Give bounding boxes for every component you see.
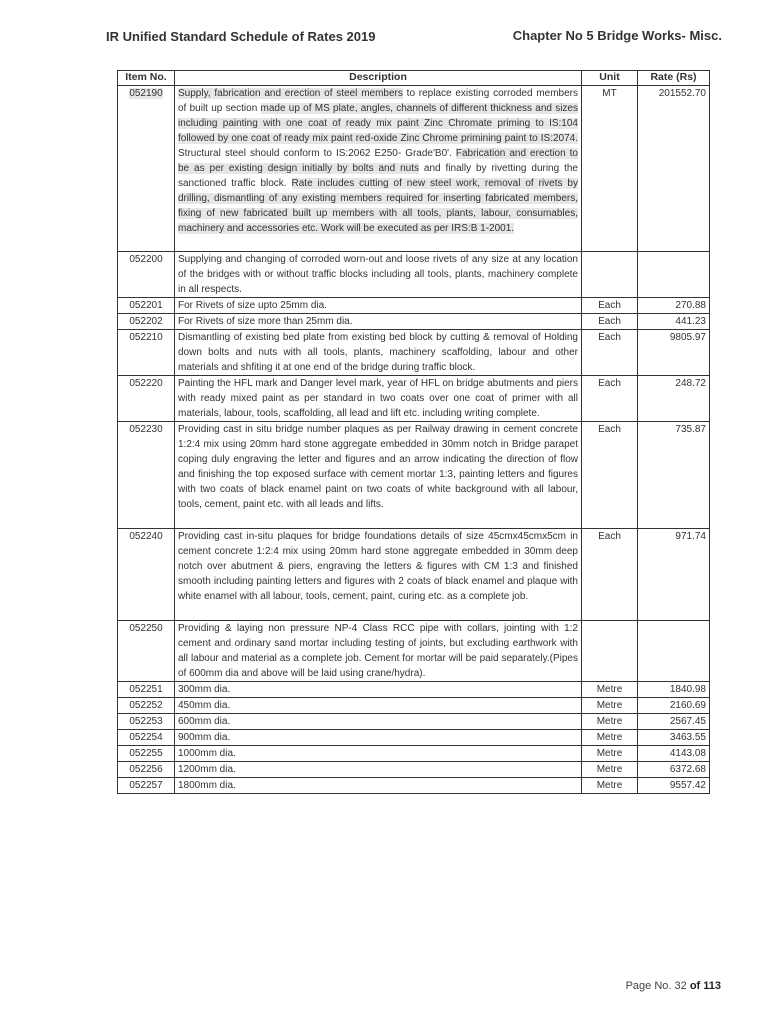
unit-cell: Each (582, 298, 638, 314)
description-cell: For Rivets of size upto 25mm dia. (175, 298, 582, 314)
table-row (118, 376, 710, 422)
unit-cell: Metre (582, 762, 638, 778)
chapter-title: Chapter No 5 Bridge Works- Misc. (512, 28, 722, 43)
item-no-cell: 052251 (118, 682, 175, 698)
item-no-cell: 052201 (118, 298, 175, 314)
rate-cell: 2160.69 (638, 698, 710, 714)
table-row (118, 730, 710, 746)
unit-cell: Each (582, 330, 638, 376)
desc-segment: Rate includes cutting of new steel work, removal of rivets by drilling, dismantling of any existing members required for inserting fabricated members, fixing of new fabricated built up members with all tools, plants, labour, consumables, machinery and accessories etc. Work will be executed as per IRS:B 1-2001. (178, 178, 578, 234)
table-row (118, 529, 710, 621)
desc-segment: made up of MS plate, angles, channels of different thickness and sizes including painting with one coat of ready mix paint Zinc Chromate priming to IS:104 followed by one coat of ready mix paint red-oxide Zinc Chrome primining paint to IS:2074. (178, 103, 578, 144)
unit-cell (582, 621, 638, 682)
column-header-rate: Rate (Rs) (638, 71, 710, 86)
table-row (118, 714, 710, 730)
description-cell: 1200mm dia. (175, 762, 582, 778)
rate-cell: 1840.98 (638, 682, 710, 698)
item-no-cell: 052220 (118, 376, 175, 422)
unit-cell: Each (582, 422, 638, 529)
column-header-unit: Unit (582, 71, 638, 86)
description-cell: 450mm dia. (175, 698, 582, 714)
table-row (118, 621, 710, 682)
rate-cell: 3463.55 (638, 730, 710, 746)
rate-cell (638, 252, 710, 298)
item-no-cell (118, 86, 175, 252)
table-row (118, 778, 710, 794)
description-cell: 600mm dia. (175, 714, 582, 730)
unit-cell: Metre (582, 714, 638, 730)
rate-cell: 201552.70 (638, 86, 710, 252)
description-cell: 1800mm dia. (175, 778, 582, 794)
description-cell: Dismantling of existing bed plate from existing bed block by cutting & removal of Holding down bolts and nuts with all tools, plants, machinery scaffolding, labour and other materials and shfiting it at one end of the bridge during traffic block. (175, 330, 582, 376)
rate-cell: 441.23 (638, 314, 710, 330)
unit-cell: Metre (582, 778, 638, 794)
table-row (118, 682, 710, 698)
desc-segment: Fabrication and erection to be as per existing design initially by bolts and nuts (178, 148, 578, 174)
rate-cell: 735.87 (638, 422, 710, 529)
table-row (118, 86, 710, 252)
description-cell: 900mm dia. (175, 730, 582, 746)
unit-cell: Each (582, 314, 638, 330)
column-header-item-no: Item No. (118, 71, 175, 86)
desc-segment: and finally by rivetting during the sanctioned traffic block. (178, 163, 578, 189)
item-no-cell: 052254 (118, 730, 175, 746)
page-total: of 113 (689, 980, 721, 992)
unit-cell: Each (582, 376, 638, 422)
description-cell: Providing cast in-situ plaques for bridge foundations details of size 45cmx45cmx5cm in cement concrete 1:2:4 mix using 20mm hard stone aggregate embedded in 30mm deep notch over abutment & piers, engraving the letters & figures with CM 1:3 and finished smooth including painting letters and figures with 2 coats of black enamel and plaque with white enamel with all labour, tools, cement, paint, curing etc. as a complete job. (175, 529, 582, 621)
desc-segment: Supply, fabrication and erection of steel members (178, 88, 403, 99)
table-row (118, 252, 710, 298)
table-row (118, 762, 710, 778)
item-no-cell: 052240 (118, 529, 175, 621)
description-cell: For Rivets of size more than 25mm dia. (175, 314, 582, 330)
description-cell: Providing & laying non pressure NP-4 Class RCC pipe with collars, jointing with 1:2 cement and ordinary sand mortar including testing of joints, but excluding earthwork with all labour and material as a complete job. Cement for mortar will be paid separately.(Pipes of 600mm dia and above will be laid using crane/hydra). (175, 621, 582, 682)
unit-cell: Metre (582, 730, 638, 746)
description-cell: 1000mm dia. (175, 746, 582, 762)
item-no-cell: 052250 (118, 621, 175, 682)
rate-cell: 2567.45 (638, 714, 710, 730)
item-no-cell: 052252 (118, 698, 175, 714)
description-cell: Supplying and changing of corroded worn-out and loose rivets of any size at any location of the bridges with or without traffic blocks including all tools, plants, machinery complete in all respects. (175, 252, 582, 298)
item-no-cell: 052202 (118, 314, 175, 330)
rate-cell: 9557.42 (638, 778, 710, 794)
table-row (118, 298, 710, 314)
page-number (626, 980, 721, 992)
desc-segment: Structural steel should conform to IS:2062 E250- Grade'B0'. (178, 148, 456, 159)
description-cell: 300mm dia. (175, 682, 582, 698)
rate-cell: 971.74 (638, 529, 710, 621)
item-no-cell: 052200 (118, 252, 175, 298)
rates-table (117, 70, 710, 794)
item-no-cell: 052257 (118, 778, 175, 794)
item-no-cell: 052256 (118, 762, 175, 778)
rate-cell (638, 621, 710, 682)
schedule-title: IR Unified Standard Schedule of Rates 2019 (106, 29, 376, 44)
table-row (118, 422, 710, 529)
rate-cell: 6372.68 (638, 762, 710, 778)
table-row (118, 698, 710, 714)
unit-cell: Metre (582, 682, 638, 698)
rate-cell: 248.72 (638, 376, 710, 422)
unit-cell: Each (582, 529, 638, 621)
item-no-cell: 052253 (118, 714, 175, 730)
rate-cell: 9805.97 (638, 330, 710, 376)
unit-cell (582, 252, 638, 298)
desc-segment: to replace existing corroded members of built up section (178, 88, 578, 114)
item-no-cell: 052210 (118, 330, 175, 376)
description-cell (175, 86, 582, 252)
rate-cell: 4143.08 (638, 746, 710, 762)
table-header-row (118, 71, 710, 86)
item-no-cell: 052255 (118, 746, 175, 762)
description-cell: Providing cast in situ bridge number plaques as per Railway drawing in cement concrete 1:2:4 mix using 20mm hard stone aggregate embedded in 30mm notch in Bridge parapet coping duly engraving the letter and figures and an arrow indicating the direction of flow and finishing the top exposed surface with cement mortar 1:3, painting letters and figures with two coats of black enamel paint on two coats of white background with all labour, tools, cement, paint etc. with all leads and lifts. (175, 422, 582, 529)
unit-cell: Metre (582, 746, 638, 762)
unit-cell: MT (582, 86, 638, 252)
page-label: Page No. 32 (625, 980, 687, 992)
column-header-description: Description (175, 71, 582, 86)
table-row (118, 330, 710, 376)
table-row (118, 746, 710, 762)
item-no-cell: 052230 (118, 422, 175, 529)
rate-cell: 270.88 (638, 298, 710, 314)
item-no: 052190 (129, 88, 163, 99)
description-cell: Painting the HFL mark and Danger level mark, year of HFL on bridge abutments and piers with ready mixed paint as per standard in two coats over one coat of primer with all materials, labour, tools, scaffolding, all lead and lift etc. including writing complete. (175, 376, 582, 422)
unit-cell: Metre (582, 698, 638, 714)
table-row (118, 314, 710, 330)
